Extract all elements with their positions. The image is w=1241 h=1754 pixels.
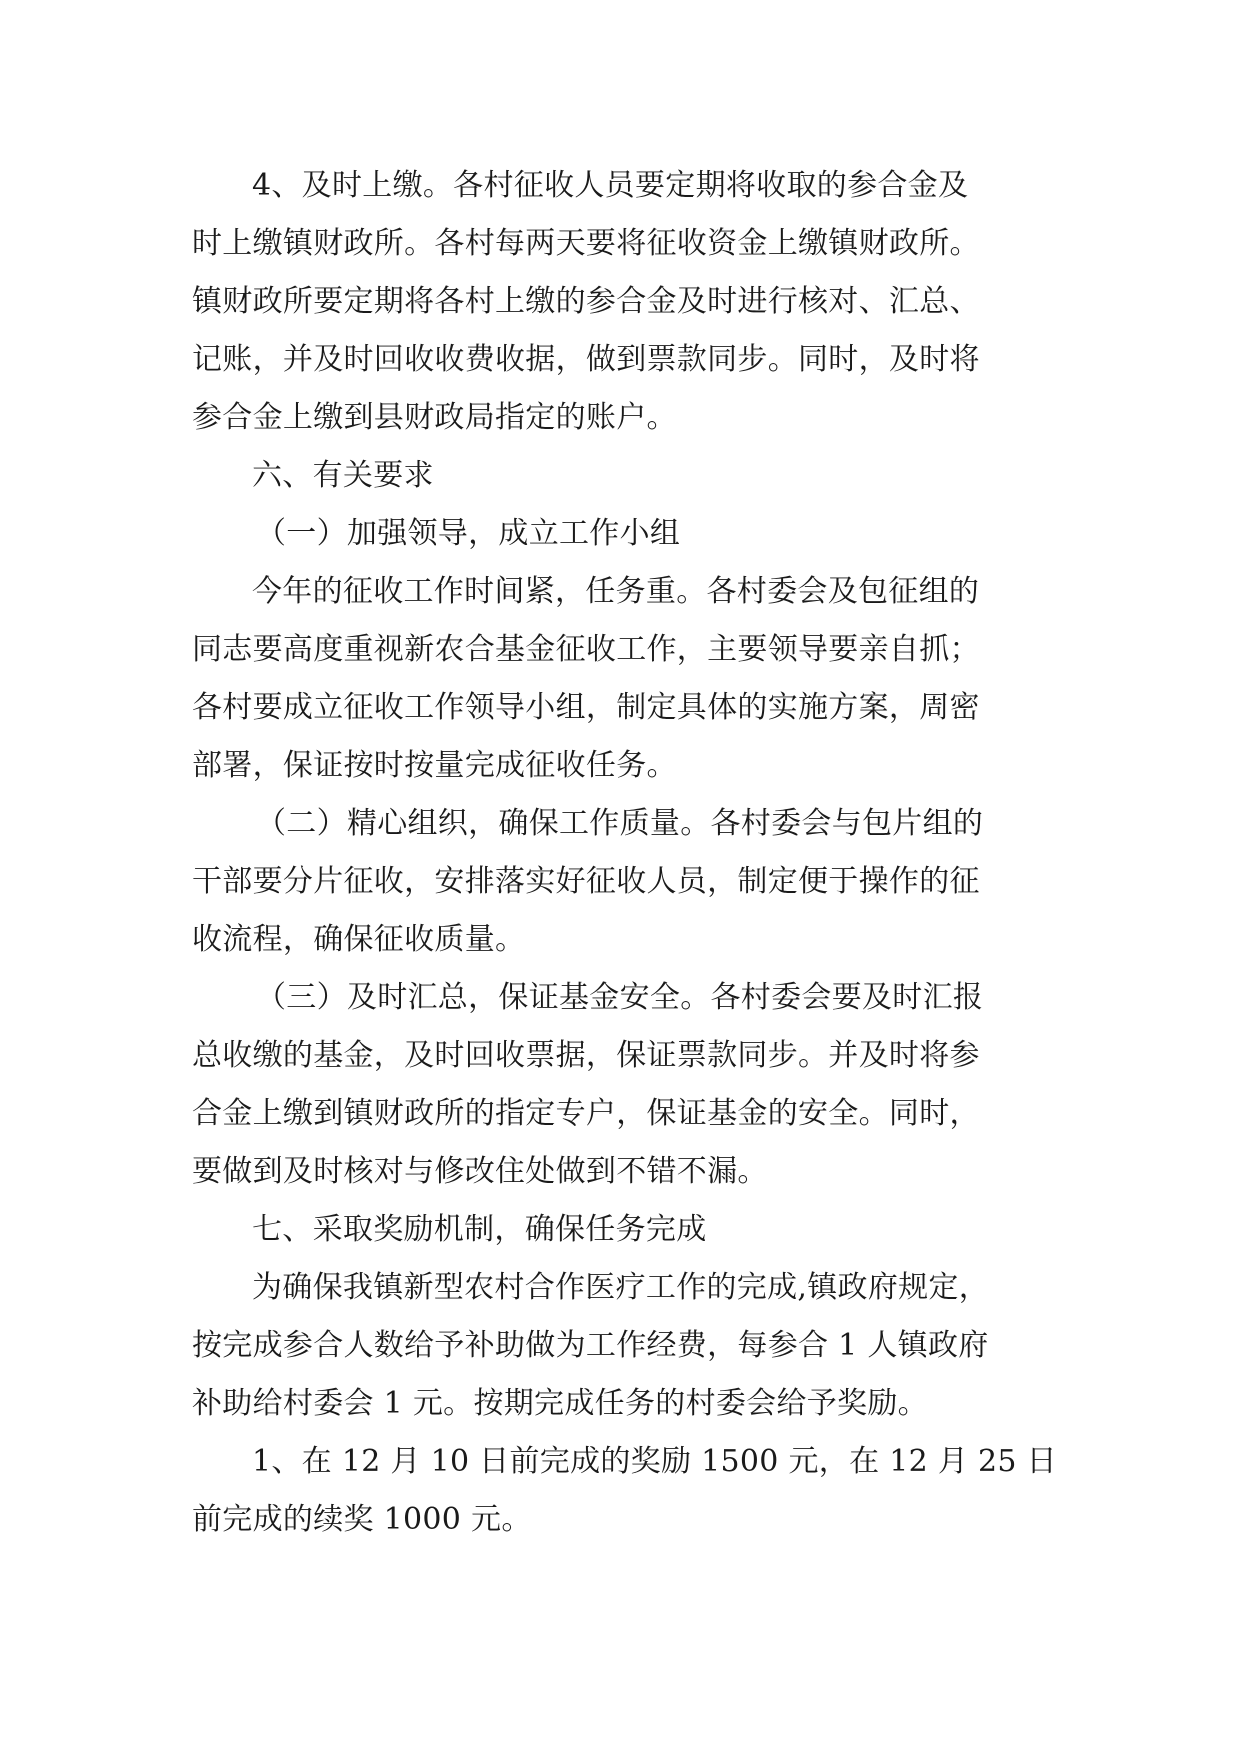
paragraph-line: 补助给村委会 1 元。按期完成任务的村委会给予奖励。	[192, 1386, 928, 1421]
paragraph-line: 部署，保证按时按量完成征收任务。	[192, 748, 677, 783]
paragraph-line: （三）及时汇总，保证基金安全。各村委会要及时汇报	[256, 980, 984, 1015]
section-heading: 七、采取奖励机制，确保任务完成	[252, 1212, 707, 1247]
paragraph-line: 按完成参合人数给予补助做为工作经费，每参合 1 人镇政府	[192, 1328, 989, 1363]
paragraph-line: 今年的征收工作时间紧，任务重。各村委会及包征组的	[252, 574, 980, 609]
paragraph-line: 1、在 12 月 10 日前完成的奖励 1500 元，在 12 月 25 日	[252, 1444, 1057, 1479]
paragraph-line: 总收缴的基金，及时回收票据，保证票款同步。并及时将参	[192, 1038, 980, 1073]
paragraph-line: 同志要高度重视新农合基金征收工作，主要领导要亲自抓；	[192, 632, 980, 667]
paragraph-line: 前完成的续奖 1000 元。	[192, 1502, 532, 1537]
paragraph-line: 镇财政所要定期将各村上缴的参合金及时进行核对、汇总、	[192, 284, 980, 319]
paragraph-line: 时上缴镇财政所。各村每两天要将征收资金上缴镇财政所。	[192, 226, 980, 261]
paragraph-line: 记账，并及时回收收费收据，做到票款同步。同时，及时将	[192, 342, 980, 377]
paragraph-line: 干部要分片征收，安排落实好征收人员，制定便于操作的征	[192, 864, 980, 899]
paragraph-line: 合金上缴到镇财政所的指定专户，保证基金的安全。同时，	[192, 1096, 980, 1131]
paragraph-line: 要做到及时核对与修改住处做到不错不漏。	[192, 1154, 768, 1189]
paragraph-line: （二）精心组织，确保工作质量。各村委会与包片组的	[256, 806, 984, 841]
paragraph-line: 参合金上缴到县财政局指定的账户。	[192, 400, 677, 435]
section-heading: 六、有关要求	[252, 458, 434, 493]
paragraph-line: 4、及时上缴。各村征收人员要定期将收取的参合金及	[252, 168, 969, 203]
paragraph-line: 收流程，确保征收质量。	[192, 922, 526, 957]
subsection-heading: （一）加强领导，成立工作小组	[256, 516, 681, 551]
paragraph-line: 为确保我镇新型农村合作医疗工作的完成,镇政府规定，	[252, 1270, 990, 1305]
paragraph-line: 各村要成立征收工作领导小组，制定具体的实施方案，周密	[192, 690, 980, 725]
